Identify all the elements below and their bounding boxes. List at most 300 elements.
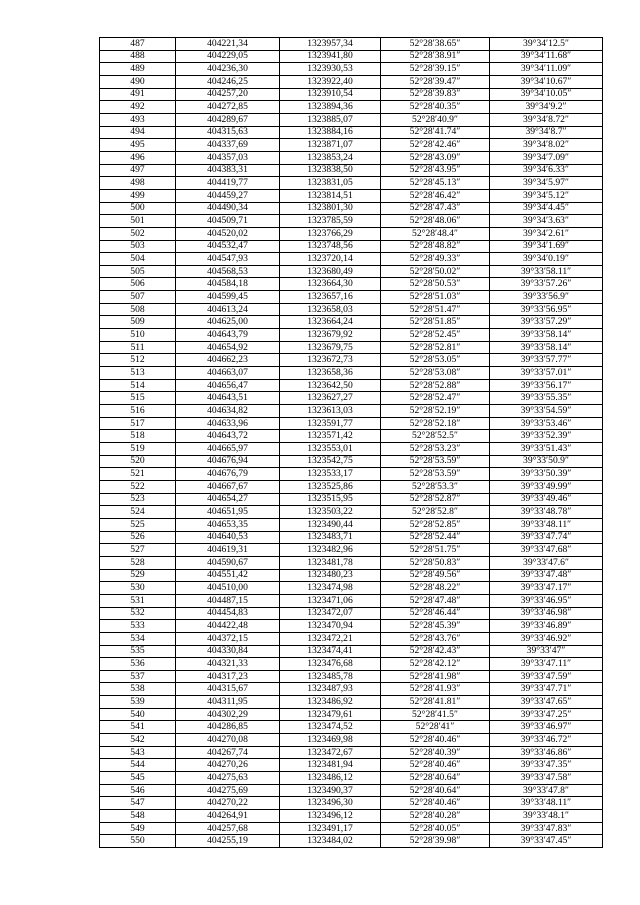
x-coordinate-cell: 404221,34 (176, 38, 280, 51)
longitude-cell: 39°33′47.35″ (490, 759, 603, 772)
longitude-cell: 39°33′51.43″ (490, 443, 603, 456)
longitude-cell: 39°33′56.95″ (490, 303, 603, 316)
point-number-cell: 546 (100, 784, 176, 797)
latitude-cell: 52°28′45.13″ (381, 177, 490, 190)
y-coordinate-cell: 1323481,94 (280, 759, 381, 772)
point-number-cell: 511 (100, 341, 176, 354)
table-row (100, 278, 603, 291)
x-coordinate-cell: 404653,35 (176, 518, 280, 531)
longitude-cell: 39°33′47.17″ (490, 582, 603, 595)
table-row (100, 822, 603, 835)
x-coordinate-cell: 404315,63 (176, 126, 280, 139)
latitude-cell: 52°28′47.48″ (381, 594, 490, 607)
y-coordinate-cell: 1323490,37 (280, 784, 381, 797)
y-coordinate-cell: 1323664,24 (280, 316, 381, 329)
table-row (100, 772, 603, 785)
x-coordinate-cell: 404454,83 (176, 607, 280, 620)
point-number-cell: 498 (100, 177, 176, 190)
y-coordinate-cell: 1323838,50 (280, 164, 381, 177)
latitude-cell: 52°28′51.75″ (381, 544, 490, 557)
x-coordinate-cell: 404422,48 (176, 620, 280, 633)
point-number-cell: 545 (100, 772, 176, 785)
table-row (100, 354, 603, 367)
longitude-cell: 39°33′47.6″ (490, 556, 603, 569)
longitude-cell: 39°33′58.11″ (490, 265, 603, 278)
point-number-cell: 543 (100, 746, 176, 759)
longitude-cell: 39°34′8.02″ (490, 139, 603, 152)
longitude-cell: 39°34′11.68″ (490, 50, 603, 63)
longitude-cell: 39°34′11.09″ (490, 63, 603, 76)
longitude-cell: 39°33′48.78″ (490, 506, 603, 519)
y-coordinate-cell: 1323591,77 (280, 417, 381, 430)
point-number-cell: 517 (100, 417, 176, 430)
y-coordinate-cell: 1323479,61 (280, 708, 381, 721)
longitude-cell: 39°34′10.05″ (490, 88, 603, 101)
x-coordinate-cell: 404257,68 (176, 822, 280, 835)
x-coordinate-cell: 404337,69 (176, 139, 280, 152)
table-row (100, 506, 603, 519)
x-coordinate-cell: 404459,27 (176, 189, 280, 202)
longitude-cell: 39°33′57.29″ (490, 316, 603, 329)
point-number-cell: 522 (100, 480, 176, 493)
y-coordinate-cell: 1323503,22 (280, 506, 381, 519)
table-row (100, 240, 603, 253)
y-coordinate-cell: 1323613,03 (280, 405, 381, 418)
latitude-cell: 52°28′53.59″ (381, 468, 490, 481)
latitude-cell: 52°28′50.83″ (381, 556, 490, 569)
y-coordinate-cell: 1323472,07 (280, 607, 381, 620)
y-coordinate-cell: 1323957,34 (280, 38, 381, 51)
longitude-cell: 39°33′54.59″ (490, 405, 603, 418)
latitude-cell: 52°28′48.06″ (381, 215, 490, 228)
point-number-cell: 541 (100, 721, 176, 734)
latitude-cell: 52°28′40.05″ (381, 822, 490, 835)
longitude-cell: 39°33′47″ (490, 645, 603, 658)
latitude-cell: 52°28′43.09″ (381, 151, 490, 164)
y-coordinate-cell: 1323471,06 (280, 594, 381, 607)
x-coordinate-cell: 404490,34 (176, 202, 280, 215)
y-coordinate-cell: 1323486,92 (280, 696, 381, 709)
latitude-cell: 52°28′41″ (381, 721, 490, 734)
point-number-cell: 535 (100, 645, 176, 658)
y-coordinate-cell: 1323814,51 (280, 189, 381, 202)
table-row (100, 38, 603, 51)
latitude-cell: 52°28′52.85″ (381, 518, 490, 531)
x-coordinate-cell: 404662,23 (176, 354, 280, 367)
point-number-cell: 527 (100, 544, 176, 557)
point-number-cell: 500 (100, 202, 176, 215)
latitude-cell: 52°28′46.44″ (381, 607, 490, 620)
table-row (100, 721, 603, 734)
y-coordinate-cell: 1323658,36 (280, 367, 381, 380)
table-row (100, 63, 603, 76)
y-coordinate-cell: 1323642,50 (280, 379, 381, 392)
y-coordinate-cell: 1323476,68 (280, 658, 381, 671)
y-coordinate-cell: 1323474,52 (280, 721, 381, 734)
y-coordinate-cell: 1323496,30 (280, 797, 381, 810)
longitude-cell: 39°33′46.92″ (490, 632, 603, 645)
y-coordinate-cell: 1323474,98 (280, 582, 381, 595)
x-coordinate-cell: 404509,71 (176, 215, 280, 228)
longitude-cell: 39°34′4.45″ (490, 202, 603, 215)
latitude-cell: 52°28′39.98″ (381, 835, 490, 848)
table-row (100, 658, 603, 671)
longitude-cell: 39°33′47.11″ (490, 658, 603, 671)
point-number-cell: 531 (100, 594, 176, 607)
latitude-cell: 52°28′52.87″ (381, 493, 490, 506)
longitude-cell: 39°33′46.86″ (490, 746, 603, 759)
point-number-cell: 550 (100, 835, 176, 848)
table-row (100, 151, 603, 164)
latitude-cell: 52°28′40.64″ (381, 784, 490, 797)
x-coordinate-cell: 404255,19 (176, 835, 280, 848)
y-coordinate-cell: 1323853,24 (280, 151, 381, 164)
x-coordinate-cell: 404643,72 (176, 430, 280, 443)
point-number-cell: 494 (100, 126, 176, 139)
x-coordinate-cell: 404357,03 (176, 151, 280, 164)
latitude-cell: 52°28′40.9″ (381, 113, 490, 126)
x-coordinate-cell: 404654,27 (176, 493, 280, 506)
latitude-cell: 52°28′52.45″ (381, 329, 490, 342)
longitude-cell: 39°34′8.7″ (490, 126, 603, 139)
y-coordinate-cell: 1323469,98 (280, 734, 381, 747)
table-row (100, 645, 603, 658)
latitude-cell: 52°28′51.03″ (381, 291, 490, 304)
longitude-cell: 39°33′47.48″ (490, 569, 603, 582)
x-coordinate-cell: 404654,92 (176, 341, 280, 354)
table-row (100, 797, 603, 810)
x-coordinate-cell: 404676,94 (176, 455, 280, 468)
coordinates-table-body (100, 38, 603, 848)
longitude-cell: 39°33′47.45″ (490, 835, 603, 848)
point-number-cell: 514 (100, 379, 176, 392)
point-number-cell: 516 (100, 405, 176, 418)
longitude-cell: 39°33′47.65″ (490, 696, 603, 709)
latitude-cell: 52°28′41.74″ (381, 126, 490, 139)
table-row (100, 582, 603, 595)
point-number-cell: 532 (100, 607, 176, 620)
y-coordinate-cell: 1323766,29 (280, 227, 381, 240)
y-coordinate-cell: 1323481,78 (280, 556, 381, 569)
y-coordinate-cell: 1323472,21 (280, 632, 381, 645)
x-coordinate-cell: 404275,69 (176, 784, 280, 797)
latitude-cell: 52°28′40.46″ (381, 734, 490, 747)
table-row (100, 227, 603, 240)
table-row (100, 734, 603, 747)
point-number-cell: 490 (100, 75, 176, 88)
table-row (100, 113, 603, 126)
table-row (100, 683, 603, 696)
longitude-cell: 39°33′53.46″ (490, 417, 603, 430)
longitude-cell: 39°34′9.2″ (490, 101, 603, 114)
point-number-cell: 547 (100, 797, 176, 810)
longitude-cell: 39°33′55.35″ (490, 392, 603, 405)
table-row (100, 50, 603, 63)
table-row (100, 455, 603, 468)
y-coordinate-cell: 1323884,16 (280, 126, 381, 139)
latitude-cell: 52°28′39.47″ (381, 75, 490, 88)
x-coordinate-cell: 404532,47 (176, 240, 280, 253)
table-row (100, 708, 603, 721)
x-coordinate-cell: 404590,67 (176, 556, 280, 569)
longitude-cell: 39°33′49.46″ (490, 493, 603, 506)
point-number-cell: 493 (100, 113, 176, 126)
point-number-cell: 518 (100, 430, 176, 443)
latitude-cell: 52°28′39.83″ (381, 88, 490, 101)
y-coordinate-cell: 1323484,02 (280, 835, 381, 848)
point-number-cell: 549 (100, 822, 176, 835)
latitude-cell: 52°28′50.53″ (381, 278, 490, 291)
point-number-cell: 507 (100, 291, 176, 304)
latitude-cell: 52°28′53.05″ (381, 354, 490, 367)
point-number-cell: 496 (100, 151, 176, 164)
longitude-cell: 39°33′47.25″ (490, 708, 603, 721)
table-row (100, 620, 603, 633)
x-coordinate-cell: 404676,79 (176, 468, 280, 481)
table-row (100, 291, 603, 304)
table-row (100, 443, 603, 456)
point-number-cell: 534 (100, 632, 176, 645)
table-row (100, 215, 603, 228)
y-coordinate-cell: 1323487,93 (280, 683, 381, 696)
y-coordinate-cell: 1323885,07 (280, 113, 381, 126)
point-number-cell: 501 (100, 215, 176, 228)
y-coordinate-cell: 1323496,12 (280, 810, 381, 823)
x-coordinate-cell: 404643,51 (176, 392, 280, 405)
x-coordinate-cell: 404510,00 (176, 582, 280, 595)
longitude-cell: 39°33′48.1″ (490, 810, 603, 823)
table-row (100, 177, 603, 190)
latitude-cell: 52°28′42.46″ (381, 139, 490, 152)
latitude-cell: 52°28′53.08″ (381, 367, 490, 380)
longitude-cell: 39°33′46.72″ (490, 734, 603, 747)
table-row (100, 88, 603, 101)
x-coordinate-cell: 404487,15 (176, 594, 280, 607)
latitude-cell: 52°28′43.76″ (381, 632, 490, 645)
y-coordinate-cell: 1323474,41 (280, 645, 381, 658)
y-coordinate-cell: 1323894,36 (280, 101, 381, 114)
table-row (100, 253, 603, 266)
latitude-cell: 52°28′40.46″ (381, 797, 490, 810)
y-coordinate-cell: 1323672,73 (280, 354, 381, 367)
point-number-cell: 540 (100, 708, 176, 721)
longitude-cell: 39°33′47.8″ (490, 784, 603, 797)
latitude-cell: 52°28′53.3″ (381, 480, 490, 493)
longitude-cell: 39°33′48.11″ (490, 518, 603, 531)
latitude-cell: 52°28′53.23″ (381, 443, 490, 456)
latitude-cell: 52°28′47.43″ (381, 202, 490, 215)
latitude-cell: 52°28′40.28″ (381, 810, 490, 823)
x-coordinate-cell: 404270,22 (176, 797, 280, 810)
table-row (100, 265, 603, 278)
latitude-cell: 52°28′43.95″ (381, 164, 490, 177)
table-row (100, 493, 603, 506)
x-coordinate-cell: 404584,18 (176, 278, 280, 291)
x-coordinate-cell: 404264,91 (176, 810, 280, 823)
longitude-cell: 39°33′46.95″ (490, 594, 603, 607)
y-coordinate-cell: 1323680,49 (280, 265, 381, 278)
point-number-cell: 537 (100, 670, 176, 683)
table-row (100, 835, 603, 848)
latitude-cell: 52°28′51.85″ (381, 316, 490, 329)
point-number-cell: 529 (100, 569, 176, 582)
x-coordinate-cell: 404665,97 (176, 443, 280, 456)
x-coordinate-cell: 404667,67 (176, 480, 280, 493)
table-row (100, 518, 603, 531)
latitude-cell: 52°28′46.42″ (381, 189, 490, 202)
y-coordinate-cell: 1323485,78 (280, 670, 381, 683)
latitude-cell: 52°28′52.88″ (381, 379, 490, 392)
x-coordinate-cell: 404634,82 (176, 405, 280, 418)
point-number-cell: 533 (100, 620, 176, 633)
x-coordinate-cell: 404330,84 (176, 645, 280, 658)
x-coordinate-cell: 404547,93 (176, 253, 280, 266)
point-number-cell: 508 (100, 303, 176, 316)
longitude-cell: 39°33′47.68″ (490, 544, 603, 557)
point-number-cell: 536 (100, 658, 176, 671)
x-coordinate-cell: 404275,63 (176, 772, 280, 785)
point-number-cell: 505 (100, 265, 176, 278)
longitude-cell: 39°33′58.14″ (490, 329, 603, 342)
table-row (100, 329, 603, 342)
y-coordinate-cell: 1323941,80 (280, 50, 381, 63)
y-coordinate-cell: 1323657,16 (280, 291, 381, 304)
y-coordinate-cell: 1323525,86 (280, 480, 381, 493)
point-number-cell: 495 (100, 139, 176, 152)
x-coordinate-cell: 404419,77 (176, 177, 280, 190)
table-row (100, 670, 603, 683)
latitude-cell: 52°28′52.8″ (381, 506, 490, 519)
x-coordinate-cell: 404551,42 (176, 569, 280, 582)
x-coordinate-cell: 404625,00 (176, 316, 280, 329)
point-number-cell: 504 (100, 253, 176, 266)
latitude-cell: 52°28′40.46″ (381, 759, 490, 772)
point-number-cell: 526 (100, 531, 176, 544)
point-number-cell: 523 (100, 493, 176, 506)
latitude-cell: 52°28′52.19″ (381, 405, 490, 418)
x-coordinate-cell: 404633,96 (176, 417, 280, 430)
latitude-cell: 52°28′42.12″ (381, 658, 490, 671)
coordinates-table (99, 37, 603, 848)
x-coordinate-cell: 404321,33 (176, 658, 280, 671)
latitude-cell: 52°28′52.44″ (381, 531, 490, 544)
point-number-cell: 513 (100, 367, 176, 380)
y-coordinate-cell: 1323679,75 (280, 341, 381, 354)
latitude-cell: 52°28′52.18″ (381, 417, 490, 430)
table-row (100, 405, 603, 418)
table-row (100, 746, 603, 759)
latitude-cell: 52°28′48.82″ (381, 240, 490, 253)
longitude-cell: 39°34′8.72″ (490, 113, 603, 126)
x-coordinate-cell: 404372,15 (176, 632, 280, 645)
table-row (100, 189, 603, 202)
latitude-cell: 52°28′48.4″ (381, 227, 490, 240)
latitude-cell: 52°28′39.15″ (381, 63, 490, 76)
x-coordinate-cell: 404568,53 (176, 265, 280, 278)
latitude-cell: 52°28′51.47″ (381, 303, 490, 316)
x-coordinate-cell: 404619,31 (176, 544, 280, 557)
longitude-cell: 39°34′5.97″ (490, 177, 603, 190)
point-number-cell: 503 (100, 240, 176, 253)
table-row (100, 303, 603, 316)
x-coordinate-cell: 404663,07 (176, 367, 280, 380)
longitude-cell: 39°33′46.89″ (490, 620, 603, 633)
longitude-cell: 39°34′0.19″ (490, 253, 603, 266)
table-row (100, 430, 603, 443)
y-coordinate-cell: 1323491,17 (280, 822, 381, 835)
table-row (100, 594, 603, 607)
longitude-cell: 39°33′47.83″ (490, 822, 603, 835)
table-row (100, 468, 603, 481)
table-row (100, 202, 603, 215)
y-coordinate-cell: 1323486,12 (280, 772, 381, 785)
x-coordinate-cell: 404643,79 (176, 329, 280, 342)
longitude-cell: 39°34′12.5″ (490, 38, 603, 51)
x-coordinate-cell: 404267,74 (176, 746, 280, 759)
longitude-cell: 39°33′47.74″ (490, 531, 603, 544)
table-row (100, 607, 603, 620)
table-row (100, 75, 603, 88)
table-row (100, 810, 603, 823)
x-coordinate-cell: 404257,20 (176, 88, 280, 101)
latitude-cell: 52°28′41.93″ (381, 683, 490, 696)
point-number-cell: 530 (100, 582, 176, 595)
point-number-cell: 539 (100, 696, 176, 709)
point-number-cell: 520 (100, 455, 176, 468)
longitude-cell: 39°33′50.9″ (490, 455, 603, 468)
y-coordinate-cell: 1323831,05 (280, 177, 381, 190)
x-coordinate-cell: 404289,67 (176, 113, 280, 126)
table-row (100, 164, 603, 177)
x-coordinate-cell: 404270,08 (176, 734, 280, 747)
longitude-cell: 39°34′10.67″ (490, 75, 603, 88)
table-row (100, 531, 603, 544)
y-coordinate-cell: 1323490,44 (280, 518, 381, 531)
y-coordinate-cell: 1323553,01 (280, 443, 381, 456)
longitude-cell: 39°34′7.09″ (490, 151, 603, 164)
x-coordinate-cell: 404656,47 (176, 379, 280, 392)
point-number-cell: 512 (100, 354, 176, 367)
point-number-cell: 502 (100, 227, 176, 240)
y-coordinate-cell: 1323470,94 (280, 620, 381, 633)
point-number-cell: 515 (100, 392, 176, 405)
latitude-cell: 52°28′38.65″ (381, 38, 490, 51)
table-row (100, 417, 603, 430)
latitude-cell: 52°28′40.35″ (381, 101, 490, 114)
longitude-cell: 39°33′47.59″ (490, 670, 603, 683)
table-row (100, 784, 603, 797)
point-number-cell: 524 (100, 506, 176, 519)
latitude-cell: 52°28′38.91″ (381, 50, 490, 63)
latitude-cell: 52°28′50.02″ (381, 265, 490, 278)
y-coordinate-cell: 1323472,67 (280, 746, 381, 759)
longitude-cell: 39°34′2.61″ (490, 227, 603, 240)
longitude-cell: 39°34′3.63″ (490, 215, 603, 228)
y-coordinate-cell: 1323720,14 (280, 253, 381, 266)
x-coordinate-cell: 404311,95 (176, 696, 280, 709)
latitude-cell: 52°28′40.39″ (381, 746, 490, 759)
latitude-cell: 52°28′49.56″ (381, 569, 490, 582)
y-coordinate-cell: 1323664,30 (280, 278, 381, 291)
y-coordinate-cell: 1323571,42 (280, 430, 381, 443)
longitude-cell: 39°33′50.39″ (490, 468, 603, 481)
y-coordinate-cell: 1323871,07 (280, 139, 381, 152)
latitude-cell: 52°28′45.39″ (381, 620, 490, 633)
x-coordinate-cell: 404272,85 (176, 101, 280, 114)
point-number-cell: 528 (100, 556, 176, 569)
y-coordinate-cell: 1323922,40 (280, 75, 381, 88)
x-coordinate-cell: 404286,85 (176, 721, 280, 734)
